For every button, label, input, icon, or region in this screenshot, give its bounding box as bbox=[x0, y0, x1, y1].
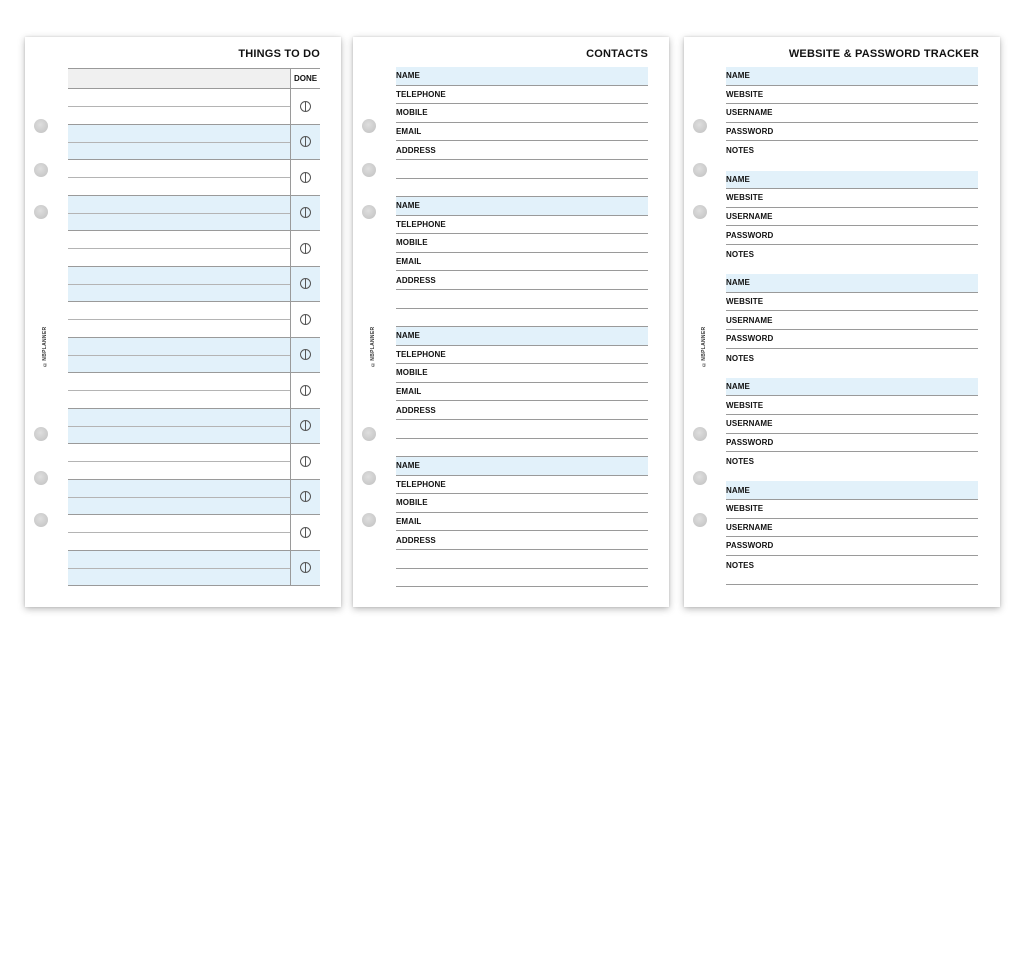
brand-mark: ©NBPLANNER bbox=[370, 326, 376, 367]
contact-field-name[interactable]: NAME bbox=[396, 67, 648, 86]
todo-done-cell bbox=[290, 125, 320, 160]
contact-field-address[interactable]: ADDRESS bbox=[396, 271, 648, 290]
todo-row bbox=[68, 267, 320, 303]
tracker-field-notes[interactable]: NOTES bbox=[726, 249, 755, 259]
todo-task-cell[interactable] bbox=[68, 373, 290, 408]
todo-task-cell[interactable] bbox=[68, 231, 290, 266]
tracker-field-website[interactable]: WEBSITE bbox=[726, 500, 978, 519]
done-checkbox-icon[interactable] bbox=[300, 278, 311, 289]
contact-field-telephone[interactable]: TELEPHONE bbox=[396, 86, 648, 105]
done-checkbox-icon[interactable] bbox=[300, 172, 311, 183]
tracker-entry bbox=[726, 378, 978, 482]
todo-done-cell bbox=[290, 267, 320, 302]
contact-field-mobile[interactable]: MOBILE bbox=[396, 104, 648, 123]
done-checkbox-icon[interactable] bbox=[300, 527, 311, 538]
todo-done-cell bbox=[290, 409, 320, 444]
tracker-field-website[interactable]: WEBSITE bbox=[726, 189, 978, 208]
contact-field-telephone[interactable]: TELEPHONE bbox=[396, 346, 648, 365]
done-checkbox-icon[interactable] bbox=[300, 243, 311, 254]
done-header: DONE bbox=[290, 69, 320, 88]
todo-done-cell bbox=[290, 480, 320, 515]
tracker-entry bbox=[726, 67, 978, 171]
tracker-field-password[interactable]: PASSWORD bbox=[726, 434, 978, 453]
todo-row bbox=[68, 302, 320, 338]
tracker-field-website[interactable]: WEBSITE bbox=[726, 396, 978, 415]
binder-hole bbox=[34, 119, 48, 133]
tracker-field-username[interactable]: USERNAME bbox=[726, 104, 978, 123]
todo-done-cell bbox=[290, 338, 320, 373]
done-checkbox-icon[interactable] bbox=[300, 491, 311, 502]
contact-field-email[interactable]: EMAIL bbox=[396, 253, 648, 272]
tracker-field-notes[interactable]: NOTES bbox=[726, 556, 978, 585]
binder-hole bbox=[362, 119, 376, 133]
contact-blank-line[interactable] bbox=[396, 309, 648, 328]
todo-task-cell[interactable] bbox=[68, 338, 290, 373]
todo-row bbox=[68, 231, 320, 267]
tracker-field-notes[interactable]: NOTES bbox=[726, 353, 755, 363]
contact-field-email[interactable]: EMAIL bbox=[396, 513, 648, 532]
todo-task-cell[interactable] bbox=[68, 480, 290, 515]
contact-field-email[interactable]: EMAIL bbox=[396, 383, 648, 402]
tracker-entry bbox=[726, 481, 978, 585]
binder-hole bbox=[34, 513, 48, 527]
todo-done-cell bbox=[290, 231, 320, 266]
todo-task-cell[interactable] bbox=[68, 302, 290, 337]
todo-table bbox=[68, 68, 320, 587]
tracker-field-username[interactable]: USERNAME bbox=[726, 415, 978, 434]
tracker-field-password[interactable]: PASSWORD bbox=[726, 123, 978, 142]
contact-field-name[interactable]: NAME bbox=[396, 457, 648, 476]
tracker-field-name[interactable]: NAME bbox=[726, 67, 978, 86]
todo-row bbox=[68, 89, 320, 125]
tracker-field-password[interactable]: PASSWORD bbox=[726, 537, 978, 556]
tracker-field-username[interactable]: USERNAME bbox=[726, 208, 978, 227]
tracker-field-password[interactable]: PASSWORD bbox=[726, 226, 978, 245]
tracker-field-name[interactable]: NAME bbox=[726, 481, 978, 500]
binder-hole bbox=[34, 427, 48, 441]
tracker-field-name[interactable]: NAME bbox=[726, 378, 978, 397]
contact-block bbox=[396, 457, 648, 587]
contact-block bbox=[396, 197, 648, 327]
binder-hole bbox=[34, 205, 48, 219]
done-checkbox-icon[interactable] bbox=[300, 101, 311, 112]
todo-done-cell bbox=[290, 196, 320, 231]
binder-hole bbox=[362, 163, 376, 177]
done-checkbox-icon[interactable] bbox=[300, 385, 311, 396]
todo-task-cell[interactable] bbox=[68, 551, 290, 586]
binder-hole bbox=[693, 427, 707, 441]
done-checkbox-icon[interactable] bbox=[300, 456, 311, 467]
binder-hole bbox=[362, 513, 376, 527]
todo-row bbox=[68, 373, 320, 409]
todo-row bbox=[68, 196, 320, 232]
page-title: THINGS TO DO bbox=[238, 48, 320, 60]
contact-field-mobile[interactable]: MOBILE bbox=[396, 494, 648, 513]
password-tracker-page bbox=[684, 37, 1000, 607]
todo-header-row bbox=[68, 69, 320, 89]
things-to-do-page bbox=[25, 37, 341, 607]
todo-done-cell bbox=[290, 551, 320, 586]
tracker-list bbox=[726, 67, 978, 585]
todo-task-cell[interactable] bbox=[68, 196, 290, 231]
binder-hole bbox=[34, 163, 48, 177]
binder-hole bbox=[693, 205, 707, 219]
contact-block bbox=[396, 67, 648, 197]
todo-row bbox=[68, 480, 320, 516]
done-checkbox-icon[interactable] bbox=[300, 420, 311, 431]
tracker-entry bbox=[726, 171, 978, 275]
todo-done-cell bbox=[290, 444, 320, 479]
todo-task-cell[interactable] bbox=[68, 125, 290, 160]
todo-rows bbox=[68, 89, 320, 586]
contact-field-telephone[interactable]: TELEPHONE bbox=[396, 216, 648, 235]
done-checkbox-icon[interactable] bbox=[300, 314, 311, 325]
todo-row bbox=[68, 444, 320, 480]
binder-hole bbox=[693, 471, 707, 485]
binder-hole bbox=[362, 471, 376, 485]
todo-row bbox=[68, 551, 320, 587]
binder-hole bbox=[693, 163, 707, 177]
contact-field-name[interactable]: NAME bbox=[396, 197, 648, 216]
todo-done-cell bbox=[290, 160, 320, 195]
page-title: WEBSITE & PASSWORD TRACKER bbox=[788, 48, 979, 60]
contact-field-mobile[interactable]: MOBILE bbox=[396, 364, 648, 383]
todo-row bbox=[68, 160, 320, 196]
contact-field-email[interactable]: EMAIL bbox=[396, 123, 648, 142]
todo-task-cell[interactable] bbox=[68, 160, 290, 195]
contact-blank-line[interactable] bbox=[396, 179, 648, 198]
contact-blank-line[interactable] bbox=[396, 290, 648, 309]
todo-row bbox=[68, 125, 320, 161]
brand-mark: ©NBPLANNER bbox=[42, 326, 48, 367]
contact-field-address[interactable]: ADDRESS bbox=[396, 531, 648, 550]
todo-task-cell[interactable] bbox=[68, 267, 290, 302]
brand-mark: ©NBPLANNER bbox=[701, 326, 707, 367]
task-header-cell bbox=[68, 69, 290, 88]
contact-field-address[interactable]: ADDRESS bbox=[396, 141, 648, 160]
contact-blank-line[interactable] bbox=[396, 420, 648, 439]
todo-done-cell bbox=[290, 515, 320, 550]
contacts-page bbox=[353, 37, 669, 607]
tracker-field-username[interactable]: USERNAME bbox=[726, 519, 978, 538]
binder-hole bbox=[362, 205, 376, 219]
tracker-entry bbox=[726, 274, 978, 378]
todo-row bbox=[68, 515, 320, 551]
contact-blank-line[interactable] bbox=[396, 569, 648, 588]
tracker-field-website[interactable]: WEBSITE bbox=[726, 293, 978, 312]
contact-field-telephone[interactable]: TELEPHONE bbox=[396, 476, 648, 495]
contact-blank-line[interactable] bbox=[396, 550, 648, 569]
tracker-field-name[interactable]: NAME bbox=[726, 171, 978, 190]
todo-done-cell bbox=[290, 89, 320, 124]
tracker-field-website[interactable]: WEBSITE bbox=[726, 86, 978, 105]
done-checkbox-icon[interactable] bbox=[300, 207, 311, 218]
binder-hole bbox=[693, 513, 707, 527]
contacts-list bbox=[396, 67, 648, 587]
page-title: CONTACTS bbox=[586, 48, 648, 60]
binder-hole bbox=[693, 119, 707, 133]
done-checkbox-icon[interactable] bbox=[300, 349, 311, 360]
contact-blank-line[interactable] bbox=[396, 160, 648, 179]
contact-block bbox=[396, 327, 648, 457]
tracker-field-notes[interactable]: NOTES bbox=[726, 146, 755, 156]
contact-field-address[interactable]: ADDRESS bbox=[396, 401, 648, 420]
done-checkbox-icon[interactable] bbox=[300, 136, 311, 147]
binder-hole bbox=[34, 471, 48, 485]
done-checkbox-icon[interactable] bbox=[300, 562, 311, 573]
contact-blank-line[interactable] bbox=[396, 439, 648, 458]
tracker-field-notes[interactable]: NOTES bbox=[726, 457, 755, 467]
tracker-field-username[interactable]: USERNAME bbox=[726, 311, 978, 330]
todo-task-cell[interactable] bbox=[68, 89, 290, 124]
binder-hole bbox=[362, 427, 376, 441]
todo-done-cell bbox=[290, 302, 320, 337]
todo-task-cell[interactable] bbox=[68, 444, 290, 479]
todo-row bbox=[68, 338, 320, 374]
todo-task-cell[interactable] bbox=[68, 409, 290, 444]
todo-done-cell bbox=[290, 373, 320, 408]
tracker-field-password[interactable]: PASSWORD bbox=[726, 330, 978, 349]
contact-field-mobile[interactable]: MOBILE bbox=[396, 234, 648, 253]
todo-row bbox=[68, 409, 320, 445]
todo-task-cell[interactable] bbox=[68, 515, 290, 550]
contact-field-name[interactable]: NAME bbox=[396, 327, 648, 346]
tracker-field-name[interactable]: NAME bbox=[726, 274, 978, 293]
